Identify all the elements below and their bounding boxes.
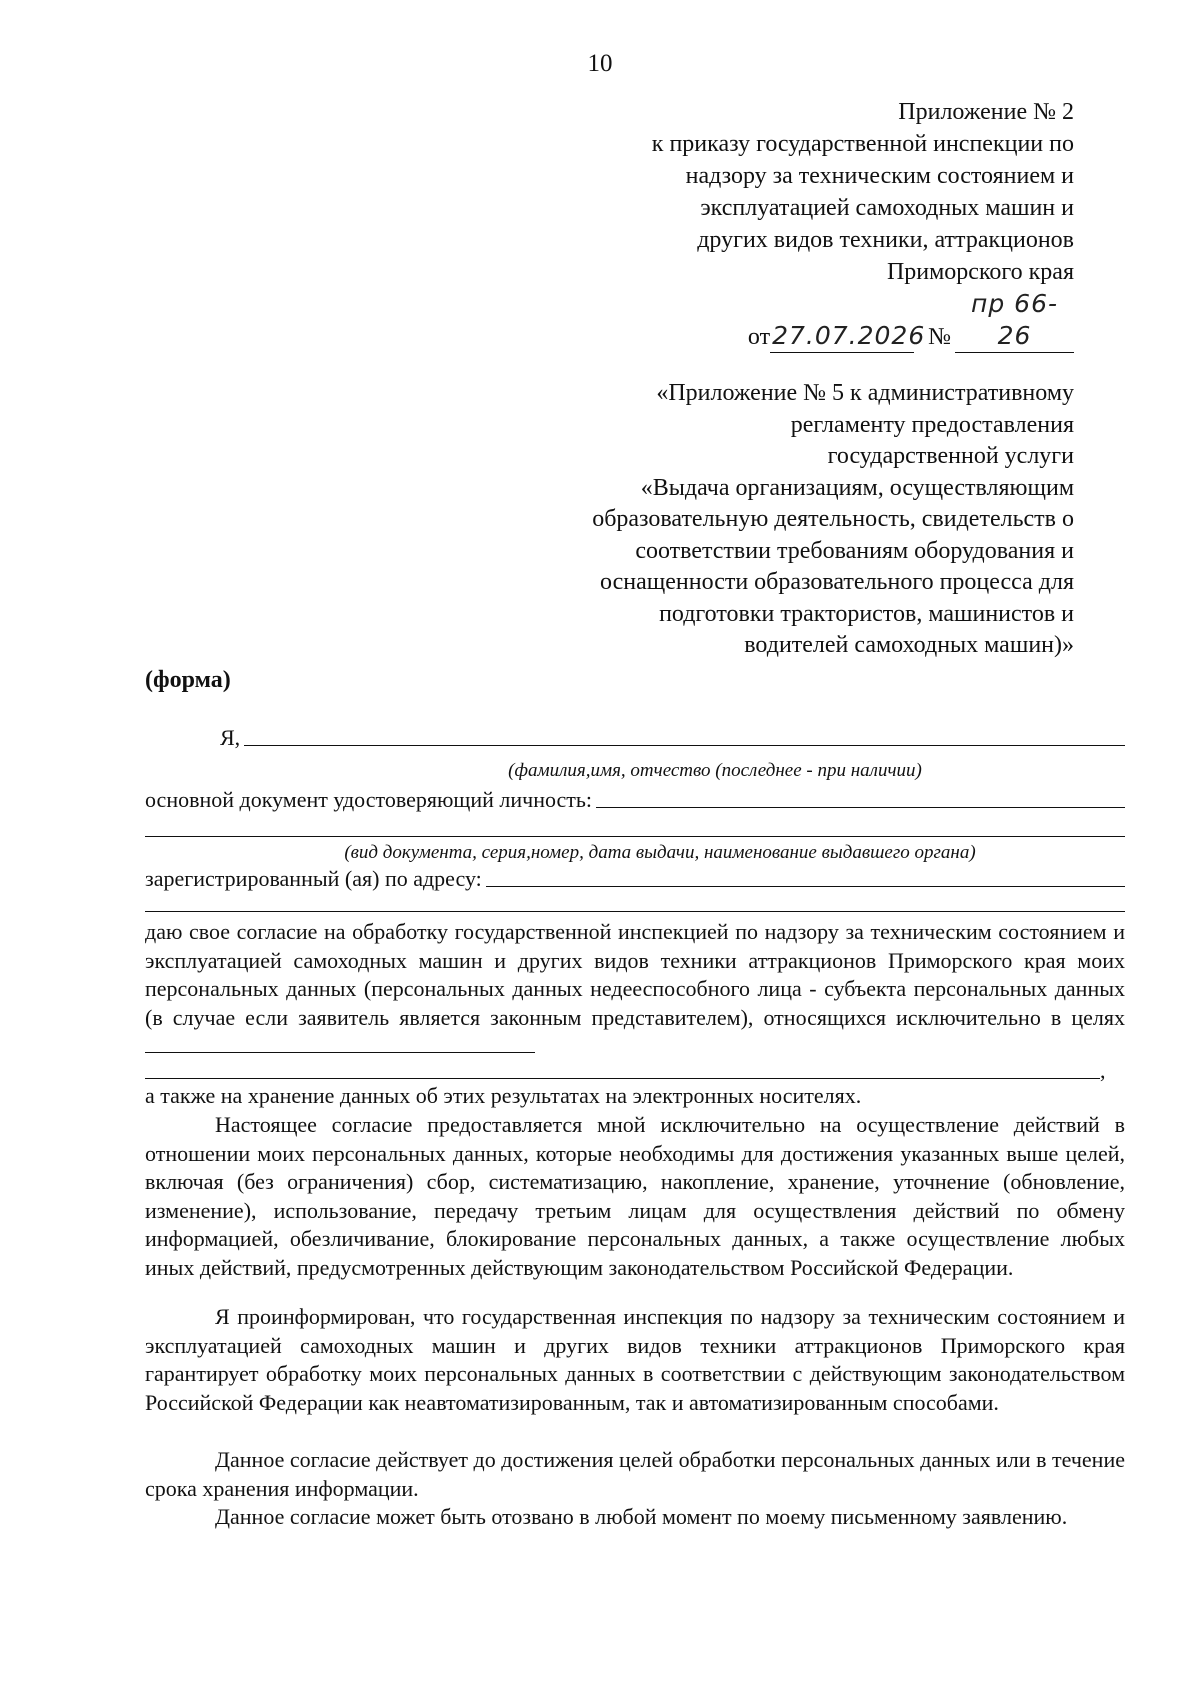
appendix5-line: образовательную деятельность, свидетельств о — [592, 506, 1074, 532]
appendix5-line: водителей самоходных машин)» — [744, 632, 1074, 658]
number-prefix: № — [928, 324, 951, 350]
addressee-line: других видов техники, аттракционов — [697, 227, 1074, 253]
appendix5-line: государственной услуги — [827, 443, 1074, 469]
from-prefix: от — [747, 324, 771, 350]
order-date-number-line — [748, 288, 1074, 353]
address-fill-line[interactable] — [486, 886, 1125, 887]
addressee-line: Приморского края — [886, 259, 1074, 285]
addressee-line: Приложение № 2 — [898, 99, 1074, 125]
document-fill-line-2[interactable] — [145, 836, 1125, 837]
appendix5-header — [434, 378, 1074, 662]
comma: , — [1100, 1058, 1106, 1083]
appendix5-line: подготовки трактористов, машинистов и — [659, 600, 1074, 627]
appendix5-line: «Выдача организациям, осуществляющим — [640, 474, 1074, 501]
fio-hint: (фамилия,имя, отчество (последнее - при наличии) — [508, 760, 922, 781]
document-row — [145, 787, 1125, 813]
appendix5-line: соответствии требованиям оборудования и — [635, 537, 1074, 564]
appendix5-line: «Приложение № 5 к административному — [656, 380, 1074, 406]
document-label: основной документ удостоверяющий личность: — [145, 787, 593, 812]
handwritten-date: 27.07.2026 — [770, 320, 914, 353]
consent-paragraph-2: Настоящее согласие предоставляется мной исключительно на осуществление действий в отношении моих персональных данных, которые необходимы для достижения указанных выше целей, включая (без ограничения) сбор, систематизацию, накопление, хранение, уточнение (обновление, изменение), использование, передачу третьим лицам для осуществления действий по обмену информацией, обезличивание, блокирование персональных данных, а также осуществление любых иных действий, предусмотренных действующим законодательством Российской Федерации. — [145, 1112, 1125, 1280]
page-number: 10 — [587, 50, 613, 77]
address-label: зарегистрированный (ая) по адресу: — [145, 866, 482, 891]
addressee-line: эксплуатацией самоходных машин и — [700, 195, 1074, 221]
consent-paragraph-5: Данное согласие может быть отозвано в любой момент по моему письменному заявлению. — [215, 1504, 1068, 1529]
order-addressee-block — [474, 96, 1074, 288]
appendix5-line: оснащенности образовательного процесса для — [600, 569, 1074, 595]
consent-paragraph-4: Данное согласие действует до достижения целей обработки персональных данных или в течение срока хранения информации. — [145, 1447, 1125, 1501]
consent-paragraph-1-end: а также на хранение данных об этих результатах на электронных носителях. — [145, 1083, 862, 1108]
document-hint: (вид документа, серия,номер, дата выдачи, наименование выдавшего органа) — [344, 842, 976, 863]
fio-row — [145, 725, 1125, 751]
appendix5-line: регламенту предоставления — [790, 411, 1074, 438]
form-label: (форма) — [145, 667, 231, 693]
address-row — [145, 866, 1125, 892]
i-label: Я, — [220, 725, 241, 750]
consent-paragraph-3: Я проинформирован, что государственная инспекция по надзору за техническим состоянием и эксплуатацией самоходных машин и других видов техники аттракционов Приморского края гарантирует обработку моих персональных данных в соответствии с действующим законодательством Российской Федерации как неавтоматизированным, так и автоматизированным способами. — [145, 1304, 1125, 1415]
consent-text: даю свое согласие на обработку государственной инспекцией по надзору за техническим состоянием и эксплуатацией самоходных машин и других видов техники аттракционов Приморского края моих персональных данных (персональных данных недееспособного лица - субъекта персональных данных (в случае если заявитель является законным представителем), относящихся исключительно в целях — [145, 919, 1125, 1030]
handwritten-number: пр 66-26 — [955, 288, 1074, 353]
addressee-line: надзору за техническим состоянием и — [685, 163, 1074, 189]
document-fill-line[interactable] — [596, 807, 1125, 808]
purpose-fill-line-2[interactable] — [145, 1078, 1100, 1079]
consent-paragraph-1 — [145, 918, 1125, 1061]
addressee-line: к приказу государственной инспекции по — [651, 131, 1074, 157]
fio-fill-line[interactable] — [244, 745, 1125, 746]
purpose-fill-line[interactable] — [145, 1034, 535, 1053]
address-fill-line-2[interactable] — [145, 911, 1125, 912]
